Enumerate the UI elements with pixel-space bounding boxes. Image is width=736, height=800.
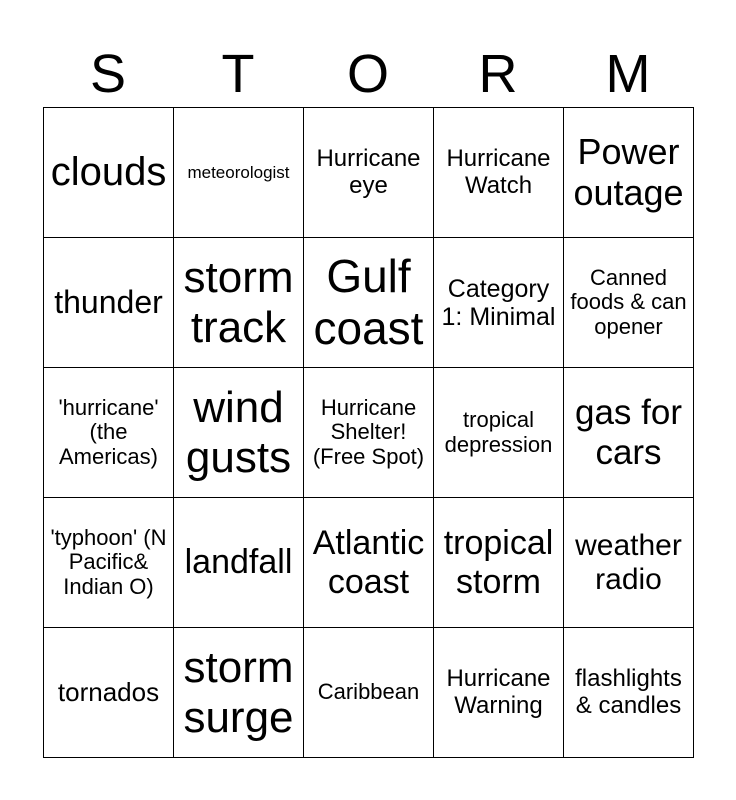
bingo-cell[interactable]: wind gusts — [174, 368, 304, 498]
bingo-cell[interactable]: tropical depression — [434, 368, 564, 498]
bingo-cell[interactable]: Hurricane Watch — [434, 108, 564, 238]
board-row — [44, 368, 694, 498]
title-letter-o: O — [346, 44, 389, 104]
bingo-cell[interactable]: 'typhoon' (N Pacific& Indian O) — [44, 498, 174, 628]
board-row — [44, 498, 694, 628]
bingo-cell[interactable]: tornados — [44, 628, 174, 758]
bingo-cell[interactable]: Atlantic coast — [304, 498, 434, 628]
title-letter-t: T — [221, 44, 255, 104]
bingo-cell[interactable]: tropical storm — [434, 498, 564, 628]
title-letter-m: M — [605, 44, 651, 104]
bingo-cell[interactable]: storm surge — [174, 628, 304, 758]
bingo-cell[interactable]: Caribbean — [304, 628, 434, 758]
bingo-title — [43, 42, 693, 106]
bingo-cell[interactable]: landfall — [174, 498, 304, 628]
bingo-cell[interactable]: weather radio — [564, 498, 694, 628]
board-row — [44, 628, 694, 758]
bingo-cell[interactable]: 'hurricane' (the Americas) — [44, 368, 174, 498]
bingo-cell[interactable]: flashlights & candles — [564, 628, 694, 758]
bingo-cell[interactable]: Canned foods & can opener — [564, 238, 694, 368]
bingo-cell[interactable]: Category 1: Minimal — [434, 238, 564, 368]
board-row — [44, 238, 694, 368]
bingo-cell[interactable]: Power outage — [564, 108, 694, 238]
bingo-cell[interactable]: clouds — [44, 108, 174, 238]
bingo-cell[interactable]: storm track — [174, 238, 304, 368]
free-space-cell[interactable]: Hurricane Shelter! (Free Spot) — [304, 368, 434, 498]
board-row — [44, 108, 694, 238]
bingo-board — [43, 107, 694, 758]
bingo-cell[interactable]: Hurricane eye — [304, 108, 434, 238]
bingo-cell[interactable]: Gulf coast — [304, 238, 434, 368]
title-letter-s: S — [89, 44, 127, 104]
title-letter-r: R — [478, 44, 518, 104]
bingo-cell[interactable]: thunder — [44, 238, 174, 368]
bingo-cell[interactable]: gas for cars — [564, 368, 694, 498]
bingo-cell[interactable]: Hurricane Warning — [434, 628, 564, 758]
bingo-cell[interactable]: meteorologist — [174, 108, 304, 238]
